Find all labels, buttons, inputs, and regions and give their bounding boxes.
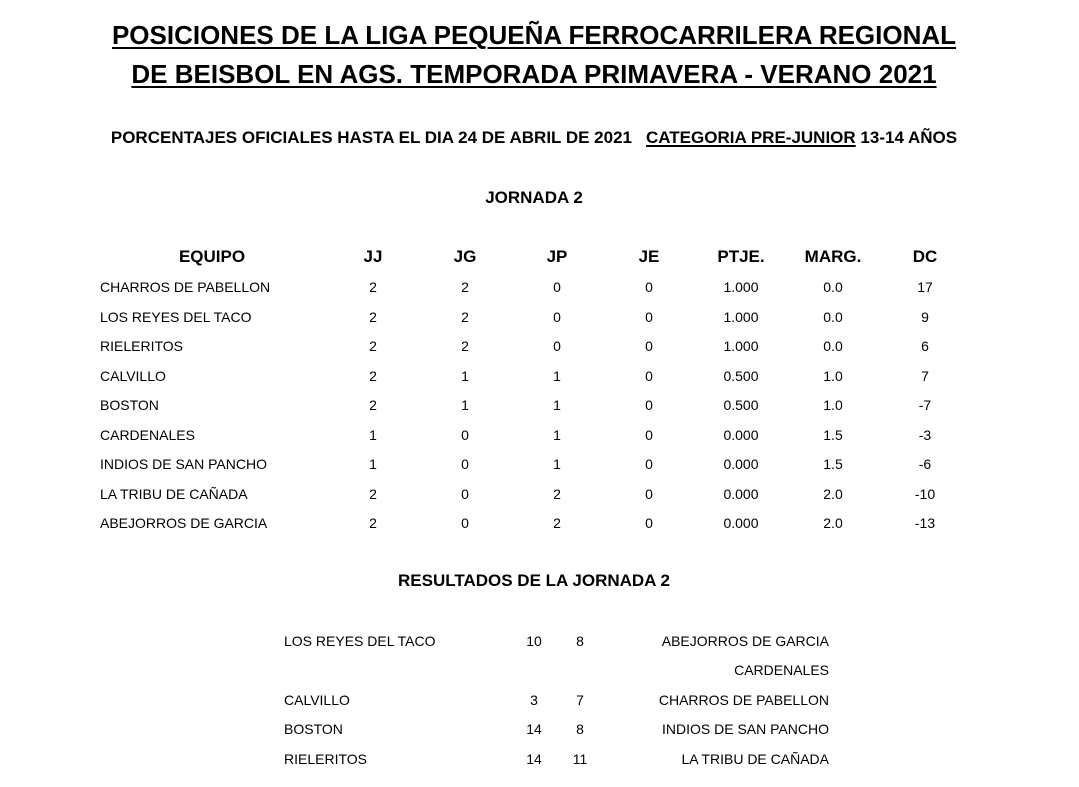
table-row [0,486,1079,506]
cell-marg: 0.0 [823,338,843,354]
cell-jg: 1 [461,368,469,384]
cell-je: 0 [645,515,653,531]
results-heading: RESULTADOS DE LA JORNADA 2 [397,571,671,590]
cell-ptje: 0.000 [723,456,759,472]
cell-jp: 1 [553,427,561,443]
cell-jj: 2 [369,338,377,354]
table-row [0,515,1079,535]
cell-dc: -6 [918,456,932,472]
cell-jg: 2 [461,309,469,325]
cell-ptje: 0.000 [723,427,759,443]
column-header-dc: DC [912,247,938,266]
away-team: LA TRIBU DE CAÑADA [681,751,829,767]
cell-marg: 1.5 [823,456,843,472]
away-team: ABEJORROS DE GARCIA [661,633,829,649]
cell-marg: 1.5 [823,427,843,443]
home-team: RIELERITOS [284,751,367,767]
home-score: 14 [526,721,542,737]
cell-je: 0 [645,397,653,413]
cell-jg: 0 [461,456,469,472]
cell-marg: 1.0 [823,397,843,413]
team-name: ABEJORROS DE GARCIA [100,515,268,531]
cell-jp: 1 [553,397,561,413]
cell-je: 0 [645,456,653,472]
table-row [0,338,1079,358]
team-name: CHARROS DE PABELLON [100,279,271,295]
home-team: LOS REYES DEL TACO [284,633,436,649]
cell-dc: -3 [918,427,932,443]
result-row [0,633,1079,653]
title-line-2: DE BEISBOL EN AGS. TEMPORADA PRIMAVERA - VERANO 2021 [131,59,937,89]
cell-jp: 2 [553,486,561,502]
column-header-equipo: EQUIPO [178,247,246,266]
cell-jg: 2 [461,338,469,354]
cell-jp: 0 [553,338,561,354]
team-name: LOS REYES DEL TACO [100,309,252,325]
cell-marg: 0.0 [823,309,843,325]
column-header-marg: MARG. [804,247,862,266]
table-row [0,279,1079,299]
cell-jp: 1 [553,368,561,384]
cell-ptje: 0.000 [723,515,759,531]
result-row [0,662,1079,682]
cell-jg: 2 [461,279,469,295]
column-header-jg: JG [453,247,477,266]
cell-jj: 2 [369,368,377,384]
column-header-jp: JP [546,247,568,266]
cell-dc: -10 [914,486,936,502]
away-score: 8 [576,633,584,649]
column-header-je: JE [638,247,660,266]
age-range: 13-14 AÑOS [860,128,958,147]
table-row [0,397,1079,417]
cell-je: 0 [645,279,653,295]
team-name: LA TRIBU DE CAÑADA [100,486,248,502]
cell-marg: 2.0 [823,486,843,502]
cell-ptje: 0.000 [723,486,759,502]
cell-je: 0 [645,486,653,502]
team-name: BOSTON [100,397,159,413]
cell-dc: 9 [921,309,929,325]
cell-jj: 2 [369,486,377,502]
result-row [0,721,1079,741]
table-row [0,309,1079,329]
cell-jg: 0 [461,427,469,443]
away-score: 8 [576,721,584,737]
column-header-jj: JJ [363,247,383,266]
home-score: 14 [526,751,542,767]
home-score: 10 [526,633,542,649]
cell-je: 0 [645,338,653,354]
cell-dc: -13 [914,515,936,531]
team-name: RIELERITOS [100,338,183,354]
cell-ptje: 1.000 [723,279,759,295]
title-line-1: POSICIONES DE LA LIGA PEQUEÑA FERROCARRILERA REGIONAL [111,20,957,50]
cell-jj: 2 [369,279,377,295]
cell-ptje: 0.500 [723,397,759,413]
away-team: INDIOS DE SAN PANCHO [662,721,829,737]
cell-jj: 1 [369,427,377,443]
percentages-text: PORCENTAJES OFICIALES HASTA EL DIA 24 DE ABRIL DE 2021 [110,128,632,147]
cell-jp: 0 [553,309,561,325]
column-header-ptje: PTJE. [717,247,765,266]
cell-jj: 2 [369,309,377,325]
cell-dc: 17 [917,279,933,295]
cell-marg: 2.0 [823,515,843,531]
cell-dc: -7 [918,397,932,413]
cell-je: 0 [645,368,653,384]
result-row [0,751,1079,771]
cell-jj: 1 [369,456,377,472]
table-row [0,456,1079,476]
cell-jj: 2 [369,397,377,413]
table-row [0,427,1079,447]
away-score: 11 [572,751,588,767]
jornada-heading: JORNADA 2 [485,188,583,207]
team-name: CALVILLO [100,368,166,384]
category-label: CATEGORIA PRE-JUNIOR [646,128,856,147]
team-name: CARDENALES [100,427,195,443]
cell-ptje: 1.000 [723,338,759,354]
cell-ptje: 1.000 [723,309,759,325]
home-team: BOSTON [284,721,343,737]
result-row [0,692,1079,712]
cell-jg: 1 [461,397,469,413]
cell-ptje: 0.500 [723,368,759,384]
table-row [0,368,1079,388]
cell-marg: 0.0 [823,279,843,295]
cell-jg: 0 [461,486,469,502]
cell-dc: 6 [921,338,929,354]
away-team: CARDENALES [734,662,829,678]
away-team: CHARROS DE PABELLON [658,692,829,708]
home-score: 3 [530,692,538,708]
cell-jp: 2 [553,515,561,531]
home-team: CALVILLO [284,692,350,708]
subtitle [0,128,1068,148]
team-name: INDIOS DE SAN PANCHO [100,456,267,472]
cell-dc: 7 [921,368,929,384]
cell-je: 0 [645,309,653,325]
cell-je: 0 [645,427,653,443]
away-score: 7 [576,692,584,708]
cell-marg: 1.0 [823,368,843,384]
cell-jp: 0 [553,279,561,295]
cell-jg: 0 [461,515,469,531]
cell-jj: 2 [369,515,377,531]
cell-jp: 1 [553,456,561,472]
